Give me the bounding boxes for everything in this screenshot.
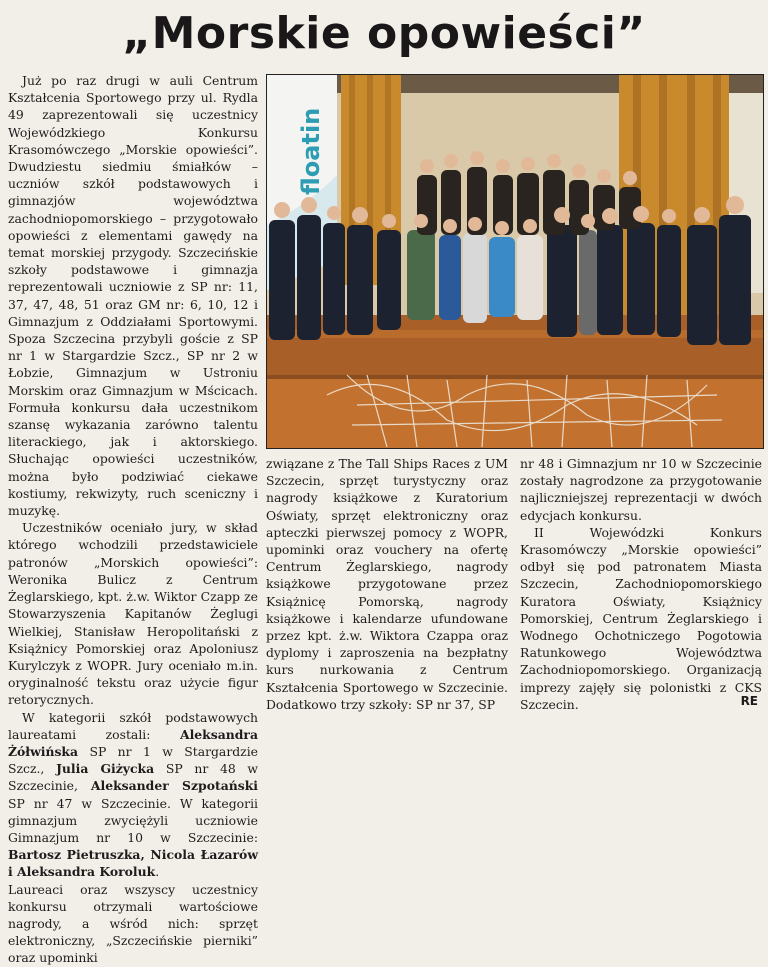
- article-title: „Morskie opowieści”: [122, 8, 646, 59]
- banner-text: floatin: [297, 107, 325, 195]
- paragraph-patronage: II Wojewódzki Konkurs Krasomówczy „Morskie opowieści” odbył się pod patronatem Miasta Szczecin, Zachodniopomorskiego Kuratora Oświaty, Książnicy Pomorskiej, Centrum Żeglarskiego i Wodnego Ochotniczego Pogotowia Ratunkowego Województwa Zachodniopomorskiego. Organizacją imprezy zajęły się polonistki z CKS Szczecin.: [520, 524, 762, 712]
- middle-column: [266, 455, 508, 713]
- laureates-text-e: .: [155, 864, 160, 880]
- paragraph-laureates: [8, 709, 258, 881]
- laureates-text-d: SP nr 47 w Szczecinie. W kategorii gimnazjum zwyciężyli uczniowie Gimnazjum nr 10 w Szczecinie:: [8, 795, 258, 845]
- laureate-name: Aleksander Szpotański: [90, 778, 258, 794]
- laureate-name: Julia Giżycka: [56, 761, 155, 777]
- laureates-text-a: W kategorii szkół podstawowych laureatami zostali:: [8, 709, 258, 742]
- right-column: [520, 455, 762, 713]
- paragraph-jury: Uczestników oceniało jury, w skład którego wchodzili przedstawiciele patronów „Morskich opowieści”: Weronika Bulicz z Centrum Żeglarskiego, kpt. ż.w. Wiktor Czapp ze Stowarzyszenia Kapitanów Żeglugi Wielkiej, Stanisław Heropolitański z Książnicy Pomorskiej oraz Apoloniusz Kurylczyk z WOPR. Jury oceniało m.in. oryginalność tekstu oraz użycie figur retorycznych.: [8, 520, 258, 708]
- group-photo: [266, 74, 764, 449]
- author-signature: RE: [740, 694, 758, 708]
- paragraph-prizes: Laureaci oraz wszyscy uczestnicy konkursu otrzymali wartościowe nagrody, a wśród nich: sprzęt elektroniczny, „Szczecińskie pierniki” oraz upominki: [8, 881, 258, 966]
- laureate-name: Bartosz Pietruszka, Nicola Łazarów i Aleksandra Koroluk: [8, 847, 258, 880]
- paragraph-prizes-continued: związane z The Tall Ships Races z UM Szczecin, sprzęt turystyczny oraz nagrody książkowe z Kuratorium Oświaty, sprzęt elektroniczny oraz apteczki pierwszej pomocy z WOPR, upominki oraz vouchery na ofertę Centrum Żeglarskiego, nagrody książkowe przygotowane przez Książnicę Pomorską, nagrody książkowe i kalendarze ufundowane przez kpt. ż.w. Wiktora Czappa oraz dyplomy i zaproszenia na bezpłatny kurs nurkowania z Centrum Kształcenia Sportowego w Szczecinie. Dodatkowo trzy szkoły: SP nr 37, SP: [266, 456, 508, 712]
- laureates-text-b: SP nr 1 w Stargardzie Szcz.,: [8, 743, 258, 777]
- left-column: [8, 72, 258, 967]
- paragraph-schools-awarded: nr 48 i Gimnazjum nr 10 w Szczecinie zostały nagrodzone za przygotowanie najliczniejszej reprezentacji w dwóch edycjach konkursu.: [520, 456, 762, 523]
- laureates-text-c: SP nr 48 w Szczecinie,: [8, 761, 259, 794]
- paragraph-intro: Już po raz drugi w auli Centrum Kształcenia Sportowego przy ul. Rydla 49 zaprezentowali się uczestnicy Wojewódzkiego Konkursu Krasomówczego „Morskie opowieści”. Dwudziestu siedmiu śmiałków – uczniów szkół podstawowych i gimnazjów województwa zachodniopomorskiego – przygotowało opowieści z elementami gawędy na temat morskiej przygody. Szczecińskie szkoły podstawowe i gimnazja reprezentowali uczniowie z SP nr: 11, 37, 47, 48, 51 oraz GM nr: 6, 10, 12 i Gimnazjum z Oddziałami Sportowymi. Spoza Szczecina przybyli goście z SP nr 1 w Stargardzie Szcz., SP nr 2 w Łobzie, Gimnazjum w Ustroniu Morskim oraz Gimnazjum w Mścicach. Formuła konkursu dała uczestnikom szansę wykazania zarówno talentu literackiego, jak i aktorskiego. Słuchając opowieści uczestników, można było podziwiać ciekawe kostiumy, rekwizyty, ruch sceniczny i muzykę.: [8, 73, 258, 519]
- laureate-name: Aleksandra Żółwińska: [8, 726, 258, 759]
